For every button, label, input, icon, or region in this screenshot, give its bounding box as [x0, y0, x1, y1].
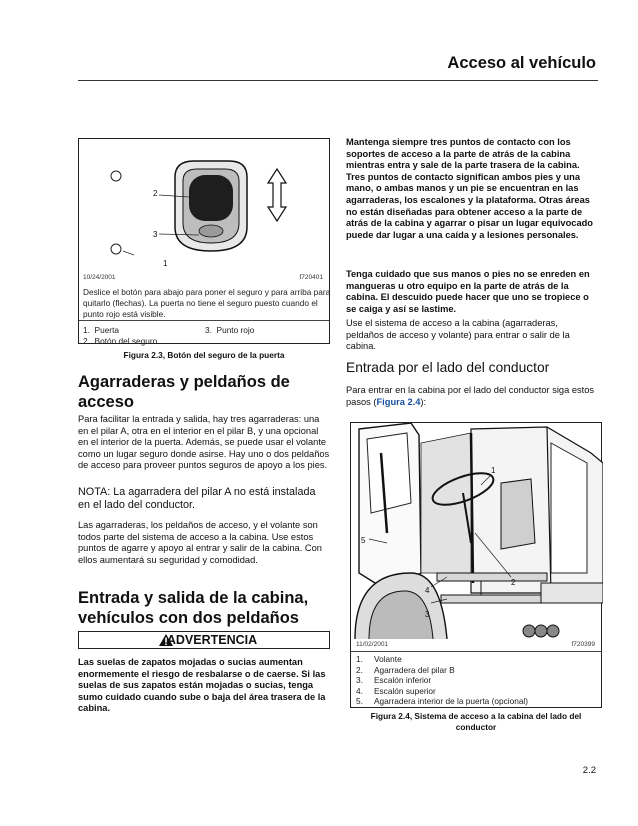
paragraph: Use el sistema de acceso a la cabina (agarraderas, peldaños de acceso y volante) para entrar o salir de la cabina. [346, 318, 570, 352]
cab-access-illustration [351, 423, 603, 639]
callout-2: 2 [511, 578, 516, 587]
legend-item: 3. Escalón inferior [356, 675, 432, 686]
figure-caption: Figura 2.4, Sistema de acceso a la cabina del lado del conductor [370, 711, 582, 732]
legend-item: 2. Agarradera del pilar B [356, 664, 455, 675]
callout-5: 5 [361, 536, 366, 545]
figure-date: 11/02/2001 [356, 641, 389, 648]
warning-banner [78, 631, 330, 649]
paragraph: Las agarraderas, los peldaños de acceso, y el volante son todos parte del sistema de acceso a la cabina. Use estos puntos de agarre y apoyo al entrar y salir de la cabina. Con ellos aumentará su seguridad y comodidad. [78, 520, 322, 565]
callout-3: 3 [425, 610, 430, 619]
figure-divider [351, 651, 601, 652]
figure-cab-access [350, 422, 602, 708]
warning-paragraph: Mantenga siempre tres puntos de contacto con los soportes de acceso a la parte de atrás de la cabina mientras entra y sale de la parte trasera de la cabina. Tres puntos de contacto significan ambos pies y una mano, o ambas manos y un pie se encuentran en las agarraderas, los escalones y la plataforma. Otras áreas no están diseñadas para obtener acceso a la parte de atrás de la cabina y agarrar o pisar un lugar equivocado puede dar lugar a una caída y a lesiones personales. [346, 137, 593, 240]
warning-paragraph: Tenga cuidado que sus manos o pies no se enreden en mangueras u otro equipo en la parte de atrás de la cabina. El descuido puede hacer que uno se tropiece o se caiga y así se lastime. [346, 269, 590, 314]
door-lock-illustration [79, 139, 331, 274]
figure-divider [79, 320, 329, 321]
warning-label: ADVERTENCIA [166, 633, 258, 647]
section-title: Acceso al vehículo [447, 54, 596, 72]
paragraph: Para facilitar la entrada y salida, hay tres agarraderas: una en el pilar A, otra en el interior en el pilar B, y una opcional en el interior de la puerta. Además, se puede usar el volante como un lugar seguro donde asirse. Hay uno o dos peldaños de acceso para proveer puntos seguros de apoyo a los pies. [78, 414, 330, 471]
intro-paragraph: Para entrar en la cabina por el lado del conductor siga estos pasos (Figura 2.4): [346, 385, 595, 407]
callout-1: 1 [163, 259, 168, 268]
figure-code: f720401 [299, 274, 323, 281]
section-heading: Agarraderas y peldaños de acceso [78, 373, 290, 411]
note: NOTA: La agarradera del pilar A no está instalada en el lado del conductor. [78, 486, 316, 511]
header-divider [78, 80, 598, 81]
callout-4: 4 [425, 586, 430, 595]
figure-door-lock [78, 138, 330, 344]
subsection-heading: Entrada por el lado del conductor [346, 360, 550, 375]
legend-item: 4. Escalón superior [356, 685, 436, 696]
legend-item: 5. Agarradera interior de la puerta (opcional) [356, 696, 529, 707]
figure-link[interactable]: Figura 2.4 [376, 396, 421, 407]
legend-item: 1. Volante [356, 654, 402, 664]
figure-legend: 1. Puerta 3. Punto rojo 2. Botón del seguro [83, 325, 255, 346]
callout-1: 1 [491, 466, 496, 475]
callout-3: 3 [153, 230, 158, 239]
section-heading: Entrada y salida de la cabina, vehículos con dos peldaños [78, 589, 309, 627]
page-number: 2.2 [582, 765, 596, 776]
figure-code: f720399 [571, 641, 595, 648]
callout-2: 2 [153, 189, 158, 198]
figure-caption: Figura 2.3, Botón del seguro de la puerta [123, 350, 285, 360]
figure-legend [356, 654, 600, 707]
warning-text: Las suelas de zapatos mojadas o sucias aumentan enormemente el riesgo de resbalarse o de caerse. Si las suelas de sus zapatos están mojadas o sucias, tenga sumo cuidado cuando sube o baja del área trasera de la cabina. [78, 657, 326, 714]
figure-date: 10/24/2001 [83, 274, 116, 281]
figure-description: Deslice el botón para abajo para poner el seguro y para arriba para quitarlo (flechas). La puerta no tiene el seguro puesto cuando el punto rojo está visible. [83, 287, 331, 319]
